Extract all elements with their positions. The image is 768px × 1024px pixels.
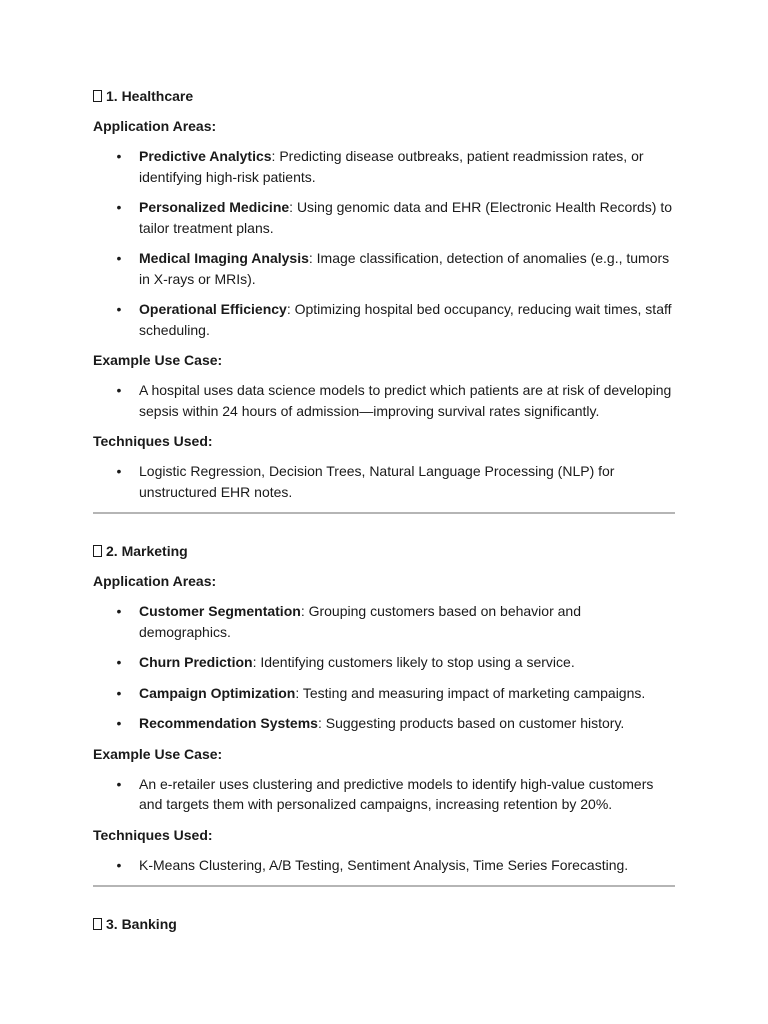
- example-use-case-list: [93, 774, 675, 815]
- application-areas-list: [93, 601, 675, 734]
- item-term: Recommendation Systems: [139, 715, 318, 731]
- section-banking: [93, 914, 675, 934]
- item-description: : Using genomic data and EHR (Electronic Health Records) to tailor treatment plans.: [139, 199, 673, 236]
- section-heading: [93, 541, 675, 561]
- bullet-icon: •: [116, 603, 122, 619]
- example-use-case-heading: Example Use Case:: [93, 745, 223, 762]
- example-use-case-list: [93, 380, 675, 421]
- list-item: [93, 146, 675, 187]
- bullet-icon: •: [116, 250, 122, 266]
- section-marketing: [93, 541, 675, 875]
- item-term: Predictive Analytics: [139, 148, 272, 164]
- techniques-heading: Techniques Used:: [93, 433, 213, 449]
- item-term: Operational Efficiency: [139, 301, 287, 317]
- section-heading-text: 3. Banking: [106, 916, 177, 932]
- application-areas-heading: Application Areas:: [93, 573, 217, 589]
- bullet-icon: •: [116, 715, 122, 731]
- document-page: [93, 86, 675, 944]
- techniques-heading: Techniques Used:: [93, 826, 213, 843]
- techniques-list: [93, 461, 675, 502]
- list-item: [93, 380, 675, 421]
- missing-glyph-icon: [93, 90, 102, 102]
- item-description: : Predicting disease outbreaks, patient readmission rates, or identifying high-risk patients.: [139, 148, 644, 185]
- item-description: : Suggesting products based on customer history.: [317, 715, 625, 731]
- bullet-icon: •: [116, 301, 122, 317]
- section-heading-text: 1. Healthcare: [106, 88, 194, 104]
- bullet-icon: •: [116, 199, 122, 215]
- example-use-case-heading: Example Use Case:: [93, 352, 223, 368]
- techniques-list: [93, 855, 675, 876]
- list-item: [93, 601, 675, 642]
- bullet-icon: •: [116, 463, 122, 479]
- item-term: Medical Imaging Analysis: [139, 250, 309, 266]
- item-term: Campaign Optimization: [139, 684, 296, 701]
- bullet-icon: •: [116, 654, 122, 670]
- list-item: [93, 461, 675, 502]
- list-item: [93, 713, 675, 734]
- list-item: [93, 652, 675, 673]
- section-heading: [93, 914, 675, 934]
- item-text: A hospital uses data science models to predict which patients are at risk of developing sepsis within 24 hours of admission—improving survival rates significantly.: [139, 382, 672, 419]
- item-text: K-Means Clustering, A/B Testing, Sentiment Analysis, Time Series Forecasting.: [139, 856, 629, 873]
- item-description: : Optimizing hospital bed occupancy, reducing wait times, staff scheduling.: [139, 301, 672, 338]
- section-heading: [93, 86, 675, 106]
- item-description: : Identifying customers likely to stop using a service.: [252, 654, 575, 670]
- bullet-icon: •: [116, 148, 122, 164]
- bullet-icon: •: [116, 856, 122, 873]
- bullet-icon: •: [116, 382, 122, 398]
- bullet-icon: •: [116, 684, 122, 701]
- missing-glyph-icon: [93, 545, 102, 557]
- missing-glyph-icon: [93, 918, 102, 930]
- list-item: [93, 197, 675, 238]
- item-description: : Image classification, detection of anomalies (e.g., tumors in X-rays or MRIs).: [139, 250, 670, 287]
- list-item: [93, 774, 675, 815]
- item-text: Logistic Regression, Decision Trees, Natural Language Processing (NLP) for unstructured EHR notes.: [139, 463, 615, 500]
- item-term: Churn Prediction: [139, 654, 253, 670]
- item-term: Personalized Medicine: [139, 199, 290, 215]
- list-item: [93, 855, 675, 876]
- section-healthcare: [93, 86, 675, 502]
- bullet-icon: •: [116, 775, 122, 792]
- item-description: : Testing and measuring impact of marketing campaigns.: [295, 684, 646, 701]
- item-term: Customer Segmentation: [139, 603, 301, 619]
- section-heading-text: 2. Marketing: [106, 543, 188, 559]
- item-text: An e-retailer uses clustering and predictive models to identify high-value customers and targets them with personalized campaigns, increasing retention by 20%.: [139, 775, 654, 812]
- application-areas-list: [93, 146, 675, 340]
- section-divider: [93, 512, 675, 514]
- item-description: : Grouping customers based on behavior and demographics.: [139, 603, 581, 640]
- list-item: [93, 299, 675, 340]
- list-item: [93, 248, 675, 289]
- list-item: [93, 683, 675, 704]
- application-areas-heading: Application Areas:: [93, 118, 217, 134]
- section-divider: [93, 885, 675, 887]
